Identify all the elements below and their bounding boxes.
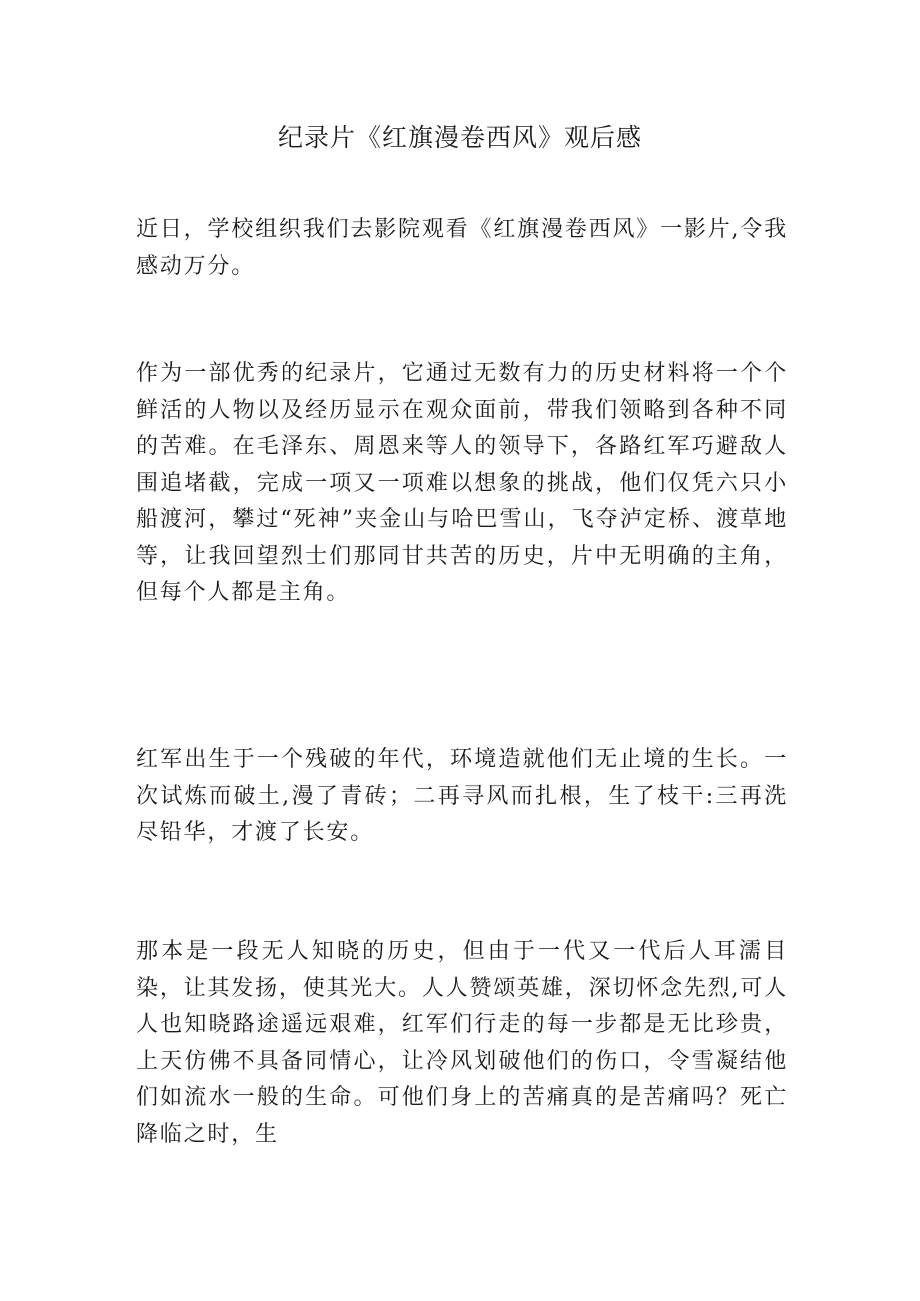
paragraph-red-army-growth: 红军出生于一个残破的年代，环境造就他们无止境的生长。一次试炼而破土,漫了青砖；二再寻风而扎根，生了枝干:三再洗尽铅华，才渡了长安。: [136, 747, 788, 845]
paragraph-intro: 近日，学校组织我们去影院观看《红旗漫卷西风》一影片,令我感动万分。: [136, 217, 788, 279]
paragraph-history-legacy: 那本是一段无人知晓的历史，但由于一代又一代后人耳濡目染，让其发扬，使其光大。人人赞颂英雄，深切怀念先烈,可人人也知晓路途遥远艰难，红军们行走的每一步都是无比珍贵，上天仿佛不具备同情心，让冷风划破他们的伤口，令雪凝结他们如流水一般的生命。可他们身上的苦痛真的是苦痛吗？死亡降临之时，生: [136, 939, 788, 1147]
paragraph-film-description: 作为一部优秀的纪录片，它通过无数有力的历史材料将一个个鲜活的人物以及经历显示在观众面前，带我们领略到各种不同的苦难。在毛泽东、周恩来等人的领导下，各路红军巧避敌人围追堵截，完成一项又一项难以想象的挑战，他们仅凭六只小船渡河，攀过“死神”夹金山与哈巴雪山，飞夺泸定桥、渡草地等，让我回望烈士们那同甘共苦的历史，片中无明确的主角，但每个人都是主角。: [136, 361, 788, 605]
document-title: 纪录片《红旗漫卷西风》观后感: [277, 123, 642, 152]
